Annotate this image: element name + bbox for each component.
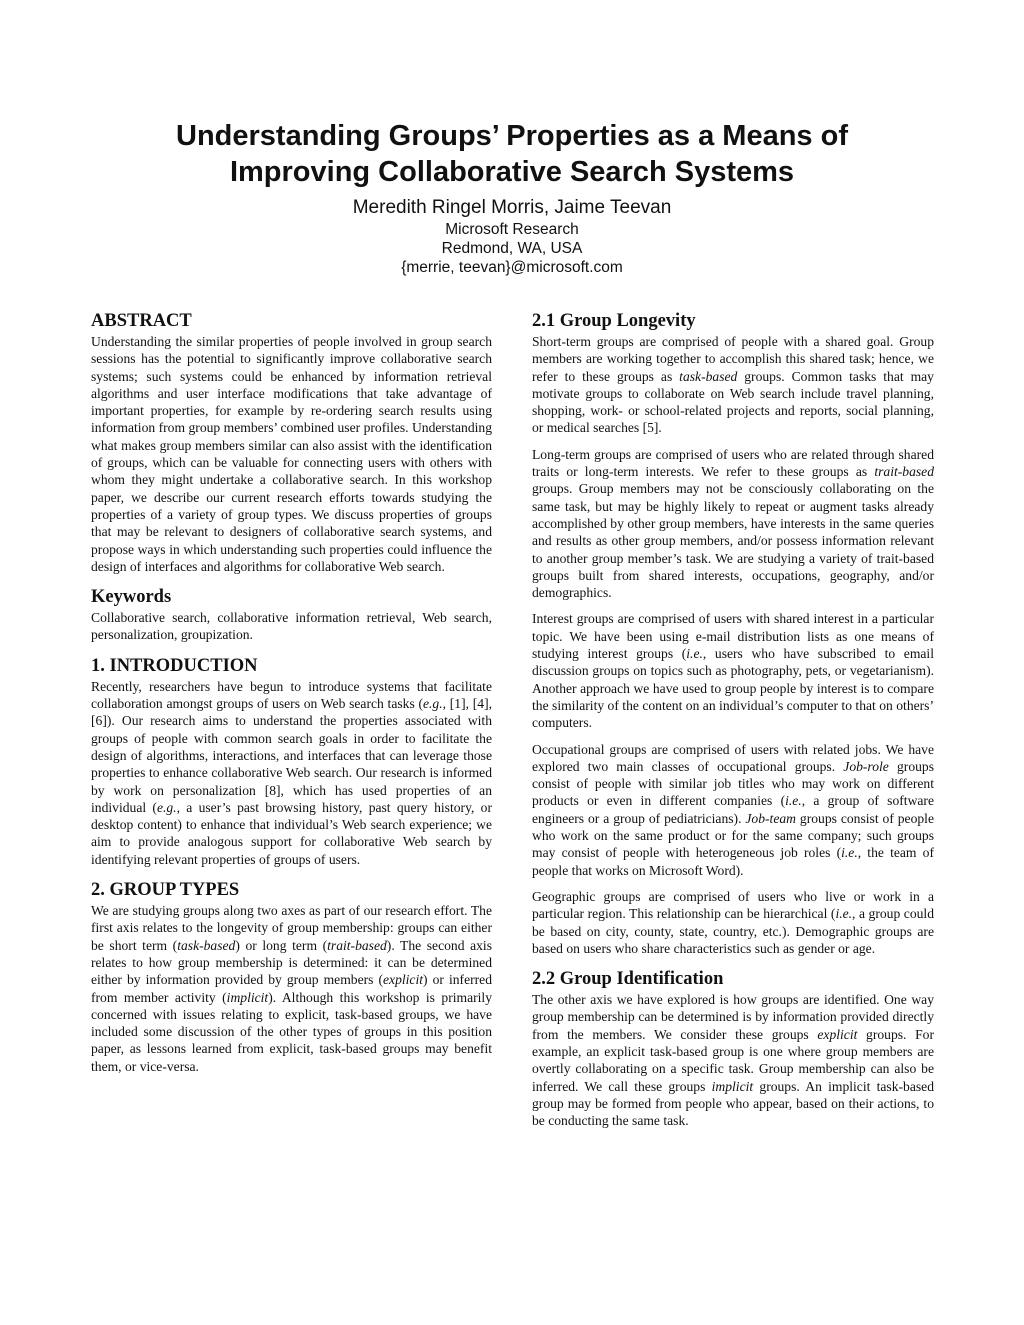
introduction-section xyxy=(91,655,492,868)
title-line-2: Improving Collaborative Search Systems xyxy=(229,156,795,188)
group-identification-heading: 2.2 Group Identification xyxy=(532,969,724,990)
right-column xyxy=(532,310,934,1138)
introduction-heading: 1. INTRODUCTION xyxy=(91,655,258,676)
longevity-paragraph-1: Short-term groups are comprised of people with a shared goal. Group members are working together to accomplish this shared task; hence, we refer to these groups as task-based groups. Common tasks that may motivate groups to collaborate on Web search include travel planning, shopping, work- or school-related projects and reports, social planning, or medical searches [5]. xyxy=(532,334,934,436)
author-block xyxy=(60,196,964,277)
keywords-text: Collaborative search, collaborative information retrieval, Web search, personalization, groupization. xyxy=(91,610,492,643)
group-longevity-heading: 2.1 Group Longevity xyxy=(532,311,696,331)
longevity-paragraph-4: Occupational groups are comprised of users with related jobs. We have explored two main classes of occupational groups. Job-role groups consist of people with similar job titles who may work on different products or even in different companies (i.e., a group of software engineers or a group of pediatricians). Job-team groups consist of people who work on the same product or for the same company; such groups may consist of people with heterogeneous job roles (i.e., the team of people that works on Microsoft Word). xyxy=(532,741,935,878)
affiliation: Microsoft Research xyxy=(445,221,579,238)
longevity-paragraph-5: Geographic groups are comprised of users who live or work in a particular region. This relationship can be hierarchical (i.e., a group could be based on city, county, state, country, etc.). Demographic groups are based on users who share characteristics such as gender or age. xyxy=(532,888,935,956)
group-longevity-section xyxy=(532,310,934,957)
keywords-heading: Keywords xyxy=(91,587,172,608)
longevity-paragraph-2: Long-term groups are comprised of users who are related through shared traits or long-term interests. We refer to these groups as trait-based groups. Group members may not be consciously collaborating on the same task, but may be highly likely to repeat or augment tasks already accomplished by other group members, have interests in the same queries and results as other group members, and/or possess information relevant to another group member’s task. We are studying a variety of trait-based groups built from shared interests, occupations, geography, and/or demographics. xyxy=(532,446,934,601)
longevity-paragraph-3: Interest groups are comprised of users with shared interest in a particular topic. We have been using e-mail distribution lists as one means of studying interest groups (i.e., users who have subscribed to email discussion groups on topics such as photography, pets, or vegetarianism). Another approach we have used to group people by interest is to compare the similarity of the content on an individual’s computer to that on others’ computers. xyxy=(532,611,934,731)
left-column xyxy=(91,310,492,1084)
abstract-section xyxy=(91,310,492,575)
introduction-paragraph: Recently, researchers have begun to introduce systems that facilitate collaboration amongst groups of users on Web search tasks (e.g., [1], [4], [6]). Our research aims to understand the properties associated with groups of people with common search goals in order to facilitate the design of algorithms, interactions, and interfaces that can leverage those properties to enhance collaborative Web search. Our research is informed by work on personalization [8], which has used properties of an individual (e.g., a user’s past browsing history, past query history, or desktop content) to enhance that individual’s Web search experience; we aim to provide analogous support for collaborative Web search by identifying relevant properties of groups of users. xyxy=(91,678,493,867)
abstract-heading: ABSTRACT xyxy=(91,311,192,331)
paper-title xyxy=(60,118,964,190)
abstract-text: Understanding the similar properties of people involved in group search sessions has the potential to significantly improve collaborative search systems; such systems could be enhanced by information retrieval algorithms and user interface modifications that take advantage of important properties, for example by re-ordering search results using information from group members’ combined user profiles. Understanding what makes group members similar can also assist with the identification of groups, which can be valuable for connecting users with others with whom they might undertake a collaborative search. In this workshop paper, we describe our current research efforts towards studying the properties of a variety of group types. We discuss properties of groups that may be relevant to designers of collaborative search systems, and propose ways in which understanding such properties could influence the design of interfaces and algorithms for collaborative Web search. xyxy=(91,334,492,574)
identification-paragraph: The other axis we have explored is how groups are identified. One way group membership can be determined is by information provided directly from the members. We consider these groups explicit groups. For example, an explicit task-based group is one where group members are overtly collaborating on a specific task. Group membership can also be inferred. We call these groups implicit groups. An implicit task-based group may be formed from people who appear, based on their actions, to be conducting the same task. xyxy=(532,992,934,1129)
group-types-heading: 2. GROUP TYPES xyxy=(91,880,240,901)
group-types-section xyxy=(91,879,492,1075)
author-email: {merrie, teevan}@microsoft.com xyxy=(401,259,623,276)
author-names: Meredith Ringel Morris, Jaime Teevan xyxy=(352,197,672,218)
keywords-section xyxy=(91,586,492,644)
group-identification-section xyxy=(532,968,934,1129)
title-line-1: Understanding Groups’ Properties as a Means of xyxy=(176,120,848,152)
group-types-paragraph: We are studying groups along two axes as part of our research effort. The first axis relates to the longevity of group membership: groups can either be short term (task-based) or long term (trait-based). The second axis relates to how group membership is determined: it can be determined either by information provided by group members (explicit) or inferred from member activity (implicit). Although this workshop is primarily concerned with issues relating to explicit, task-based groups, we have included some discussion of the other types of groups in this position paper, as lessons learned from explicit, task-based groups may benefit them, or vice-versa. xyxy=(91,903,493,1074)
location: Redmond, WA, USA xyxy=(441,240,583,257)
